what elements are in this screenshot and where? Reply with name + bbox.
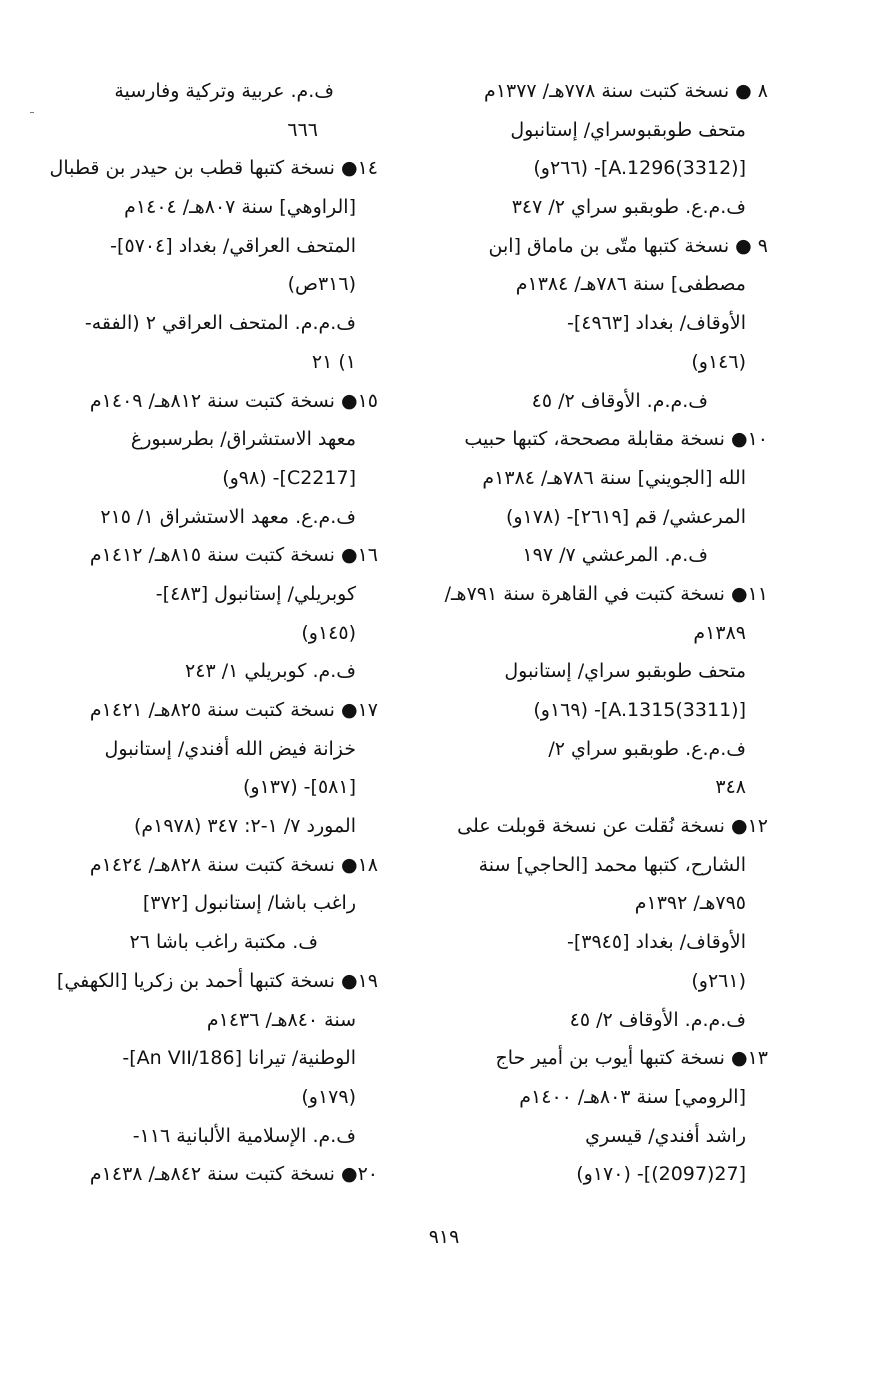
entry-line: [الرومي] سنة ٨٠٣هـ/ ١٤٠٠م (519, 1085, 746, 1108)
entry-line: ١٣٨٩م (693, 621, 746, 644)
entry-heading-line: ١٩● نسخة كتبها أحمد بن زكريا [الكهفي] (56, 969, 378, 992)
entry-line: (٢٦١و) (691, 969, 746, 992)
entry-line: راغب باشا/ إستانبول [٣٧٢] (142, 892, 356, 915)
entry-heading-line: ٢٠● نسخة كتبت سنة ٨٤٢هـ/ ١٤٣٨م (89, 1163, 378, 1186)
entry-line: [الراوهي] سنة ٨٠٧هـ/ ١٤٠٤م (124, 196, 356, 219)
entry-heading-line: ١٢● نسخة نُقلت عن نسخة قوبلت على (457, 815, 768, 838)
entry-heading-line: ١٠● نسخة مقابلة مصححة، كتبها حبيب (464, 428, 768, 451)
entry-heading-line: ١٨● نسخة كتبت سنة ٨٢٨هـ/ ١٤٢٤م (89, 853, 378, 876)
entry-line: (٣١٦ص) (287, 273, 356, 296)
entry-line: ١) ٢١ (311, 350, 356, 373)
entry-line: [C2217]- (٩٨و) (222, 466, 356, 489)
entry-line: الأوقاف/ بغداد [٣٩٤٥]- (566, 931, 746, 954)
entry-heading-line: ١١● نسخة كتبت في القاهرة سنة ٧٩١هـ/ (444, 582, 768, 605)
entry-line: متحف طوبقبو سراي/ إستانبول (504, 660, 746, 683)
entry-heading-line: ١٤● نسخة كتبها قطب بن حيدر بن قطبال (49, 157, 378, 180)
entry-line: المورد ٧/ ١-٢: ٣٤٧ (١٩٧٨م) (133, 815, 356, 838)
entry-line: الله [الجويني] سنة ٧٨٦هـ/ ١٣٨٤م (482, 466, 746, 489)
entry-line: الوطنية/ تيرانا [An VII/186]- (122, 1047, 356, 1070)
entry-line: ف.م. عربية وتركية وفارسية (114, 80, 334, 102)
entry-line: المرعشي/ قم [٢٦١٩]- (١٧٨و) (505, 505, 746, 528)
entry-heading-line: ١٧● نسخة كتبت سنة ٨٢٥هـ/ ١٤٢١م (89, 699, 378, 721)
entry-line: [٥٨١]- (١٣٧و) (243, 776, 356, 799)
entry-line: ف.م.م. الأوقاف ٢/ ٤٥ (569, 1008, 746, 1031)
page-number: ٩١٩ (428, 1226, 460, 1248)
entry-line: ف.م.م. المتحف العراقي ٢ (الفقه- (84, 312, 356, 335)
entry-heading-line: ١٦● نسخة كتبت سنة ٨١٥هـ/ ١٤١٢م (89, 544, 378, 567)
entry-line: كوبريلي/ إستانبول [٤٨٣]- (155, 582, 356, 605)
right-column (420, 72, 768, 1194)
entry-line: ف.م.م. الأوقاف ٢/ ٤٥ (531, 389, 708, 412)
entry-line: ف.م.ع. معهد الاستشراق ١/ ٢١٥ (100, 505, 356, 528)
entry-line: [27(2097)]- (١٧٠و) (576, 1163, 746, 1186)
entry-line: ف.م.ع. طوبقبو سراي ٢/ ٣٤٧ (511, 196, 746, 219)
entry-line: (١٧٩و) (301, 1085, 356, 1108)
entry-line: خزانة فيض الله أفندي/ إستانبول (104, 737, 356, 760)
entry-line: ٣٤٨ (715, 776, 746, 799)
entry-heading-line: ١٣● نسخة كتبها أيوب بن أمير حاج (495, 1047, 768, 1070)
entry-line: ف.م. الإسلامية الألبانية ١١٦- (132, 1124, 356, 1147)
entry-line: متحف طوبقبوسراي/ إستانبول (510, 118, 746, 141)
entry-line: ف.م.ع. طوبقبو سراي ٢/ (548, 737, 746, 760)
entry-line: الأوقاف/ بغداد [٤٩٦٣]- (566, 312, 746, 335)
entry-line: ٦٦٦ (287, 118, 318, 141)
entry-heading-line: ١٥● نسخة كتبت سنة ٨١٢هـ/ ١٤٠٩م (89, 389, 378, 412)
entry-line: الشارح، كتبها محمد [الحاجي] سنة (478, 853, 746, 876)
entry-heading-line: ٨ ● نسخة كتبت سنة ٧٧٨هـ/ ١٣٧٧م (484, 80, 768, 102)
entry-line: ف. مكتبة راغب باشا ٢٦ (129, 931, 318, 954)
entry-heading-line: ٩ ● نسخة كتبها متّى بن ماماق [ابن (488, 234, 768, 257)
entry-line: راشد أفندي/ قيسري (585, 1124, 746, 1147)
entry-line: المتحف العراقي/ بغداد [٥٧٠٤]- (110, 234, 356, 257)
left-column (30, 72, 378, 1194)
entry-line: (١٤٦و) (691, 350, 746, 373)
entry-line: [A.1296(3312)]- (٢٦٦و) (533, 157, 746, 180)
entry-line: مصطفى] سنة ٧٨٦هـ/ ١٣٨٤م (515, 273, 746, 296)
entry-line: [A.1315(3311)]- (١٦٩و) (533, 699, 746, 721)
entry-line: (١٤٥و) (301, 621, 356, 644)
entry-line: ف.م. المرعشي ٧/ ١٩٧ (522, 544, 708, 567)
entry-line: ف.م. كوبريلي ١/ ٢٤٣ (185, 660, 356, 683)
entry-line: ٧٩٥هـ/ ١٣٩٢م (634, 892, 746, 915)
entry-line: معهد الاستشراق/ بطرسبورغ (130, 428, 356, 451)
entry-line: سنة ٨٤٠هـ/ ١٤٣٦م (206, 1008, 356, 1031)
